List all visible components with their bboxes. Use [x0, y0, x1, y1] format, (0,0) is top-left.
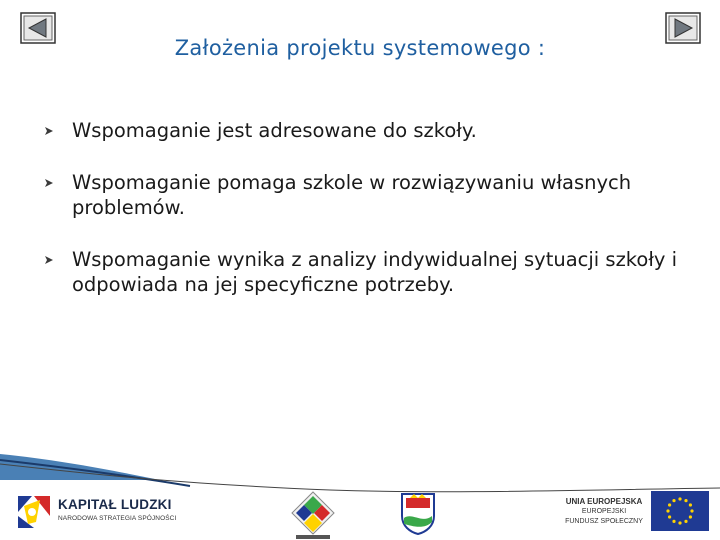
project-diamond-logo — [290, 490, 336, 540]
eu-flag-icon — [651, 491, 709, 531]
regional-crest-logo — [398, 490, 438, 536]
bullet-text: Wspomaganie wynika z analizy indywidualnej sytuacji szkoły i odpowiada na jej specyficzne potrzeby. — [72, 248, 678, 296]
kapital-ludzki-subtitle: NARODOWA STRATEGIA SPÓJNOŚCI — [58, 515, 177, 522]
bullet-list — [44, 118, 684, 324]
eu-label-line1: UNIA EUROPEJSKA — [565, 497, 643, 506]
eu-label-line2: EUROPEJSKI — [581, 508, 627, 515]
bullet-text: Wspomaganie pomaga szkole w rozwiązywaniu własnych problemów. — [72, 171, 632, 219]
bullet-text: Wspomaganie jest adresowane do szkoły. — [72, 119, 477, 142]
bullet-item — [44, 170, 684, 220]
bullet-arrow-icon — [44, 126, 54, 136]
bullet-item — [44, 247, 684, 297]
slide-title: Założenia projektu systemowego : — [174, 36, 546, 60]
bullet-item — [44, 118, 684, 143]
bullet-arrow-icon — [44, 255, 54, 265]
bullet-arrow-icon — [44, 178, 54, 188]
eu-label-line3: FUNDUSZ SPOŁECZNY — [565, 518, 643, 525]
kapital-ludzki-title: KAPITAŁ LUDZKI — [58, 497, 172, 512]
